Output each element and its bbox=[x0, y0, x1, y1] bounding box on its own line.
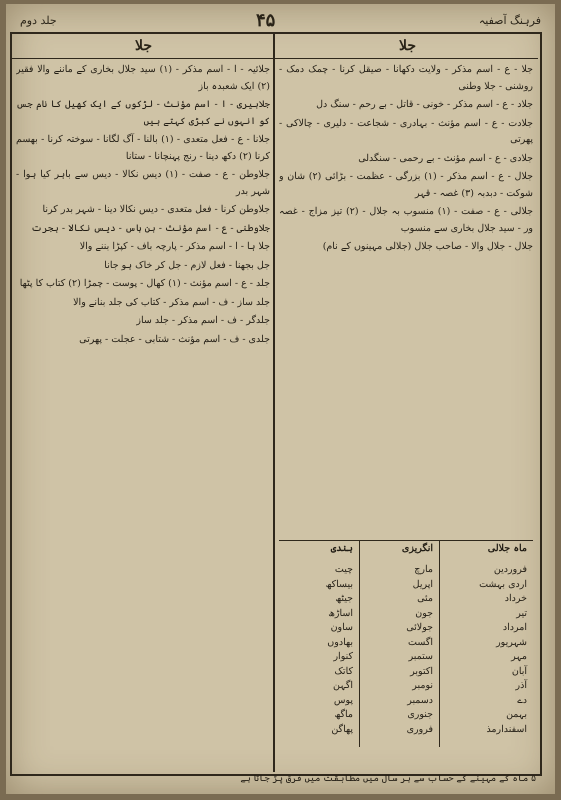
table-header: انگریزی bbox=[401, 543, 433, 554]
month-cell: ستمبر bbox=[408, 651, 433, 662]
table-header: ہندی bbox=[330, 543, 353, 554]
entry: جلدگر - ف - اسم مذکر - جلد ساز bbox=[136, 315, 270, 326]
month-cell: دے bbox=[517, 694, 527, 706]
month-cell: مارچ bbox=[414, 564, 433, 575]
entry: جلاد - ع - اسم مذکر - خونی - قاتل - بے رحم - سنگ دل bbox=[316, 99, 533, 110]
entry: جلائیہ - ا - اسم مذکر - (۱) سید جلال بخاری کے ماننے والا فقیر (۲) ایک شعبدہ باز bbox=[16, 64, 270, 92]
month-cell: جولائی bbox=[406, 622, 433, 633]
month-cell: دسمبر bbox=[407, 694, 433, 706]
month-cell: ماگھ bbox=[334, 709, 353, 720]
month-cell: کنوار bbox=[333, 651, 353, 662]
entry: جلاوطنی - ع - اسم مؤنث - بن باس - دیس نکالا - ہجرت bbox=[31, 222, 270, 234]
table-divider bbox=[359, 541, 360, 747]
entry: جل بجھنا - فعل لازم - جل کر خاک ہو جانا bbox=[104, 259, 270, 271]
entry: جلا - ع - اسم مذکر - ولایت دکھانا - صیقل کرنا - چمک دمک - روشنی - جلا وطنی bbox=[279, 64, 533, 92]
month-cell: خرداد bbox=[504, 593, 527, 604]
entry: جلادی - ع - اسم مؤنث - بے رحمی - سنگدلی bbox=[358, 152, 533, 164]
months-table bbox=[279, 540, 533, 747]
table-header: ماہ جلالی bbox=[487, 543, 527, 554]
month-cell: تیر bbox=[516, 607, 527, 619]
month-cell: شہریور bbox=[496, 636, 527, 648]
month-cell: پوس bbox=[333, 694, 353, 706]
entry: جلالی - ع - صفت - (۱) منسوب بہ جلال - (۲) تیز مزاج - غصہ ور - سید جلال بخاری سے منسوب bbox=[279, 206, 533, 234]
month-cell: بیساکھ bbox=[325, 578, 353, 590]
month-cell: اگہن bbox=[333, 680, 353, 691]
month-cell: پھاگن bbox=[331, 723, 353, 735]
entry: جلال - جلال والا - صاحب جلال (جلالی مہینوں کے نام) bbox=[322, 241, 533, 252]
book-title: فرہنگ آصفیہ bbox=[478, 14, 541, 27]
month-cell: فروردین bbox=[493, 564, 527, 575]
entry: جلاوطن کرنا - فعل متعدی - دیس نکالا دینا - شہر بدر کرنا bbox=[42, 204, 270, 215]
month-cell: اساڑھ bbox=[328, 607, 353, 619]
month-cell: کاتک bbox=[334, 665, 353, 677]
entry: جلاوطن - ع - صفت - (۱) دیس نکالا - دیس سے باہر کیا ہوا - شہر بدر bbox=[16, 169, 270, 197]
right-column-title: جلا bbox=[398, 38, 416, 54]
table-divider bbox=[439, 541, 440, 747]
month-cell: امرداد bbox=[502, 622, 527, 633]
column-divider bbox=[273, 32, 275, 772]
month-cell: اردی بہشت bbox=[479, 578, 527, 590]
month-cell: اگست bbox=[408, 636, 433, 648]
month-cell: جنوری bbox=[407, 709, 433, 720]
english-months bbox=[406, 563, 433, 737]
volume-label: جلد دوم bbox=[20, 14, 57, 27]
page-number: ۴۵ bbox=[256, 10, 276, 31]
entry: جلدی - ف - اسم مؤنث - شتابی - عجلت - پھرتی bbox=[79, 333, 270, 345]
month-cell: بہمن bbox=[506, 709, 527, 720]
left-column-text bbox=[16, 62, 270, 770]
month-cell: بھادوں bbox=[327, 636, 353, 648]
entry: جلا ہا - ا - اسم مذکر - پارچہ باف - کپڑا بننے والا bbox=[79, 241, 270, 252]
page-header bbox=[6, 10, 555, 34]
month-cell: اپریل bbox=[412, 578, 433, 590]
month-cell: جون bbox=[415, 607, 433, 619]
entry: جلادت - ع - اسم مؤنث - بہادری - شجاعت - دلیری - چالاکی - پھرتی bbox=[279, 117, 533, 145]
entry: جلانا - ع - فعل متعدی - (۱) بالنا - آگ لگانا - سوختہ کرنا - بھسم کرنا (۲) دکھ دینا - رنج پہنچانا - ستانا bbox=[16, 134, 270, 162]
hindi-months bbox=[326, 563, 353, 737]
month-cell: اسفندارمذ bbox=[486, 723, 527, 735]
right-column-text bbox=[279, 62, 533, 532]
month-cell: جیٹھ bbox=[335, 593, 353, 604]
month-cell: فروری bbox=[406, 723, 433, 735]
month-cell: مئی bbox=[417, 593, 433, 604]
entry: جلال - ع - اسم مذکر - (۱) بزرگی - عظمت - بڑائی (۲) شان و شوکت - دبدبہ (۳) غصہ - قہر bbox=[279, 171, 533, 199]
left-column-title: جلا bbox=[134, 38, 152, 54]
entry: جلد ساز - ف - اسم مذکر - کتاب کی جلد بنانے والا bbox=[73, 296, 270, 308]
month-cell: آذر bbox=[515, 680, 527, 691]
month-cell: ساون bbox=[330, 622, 353, 633]
title-rule bbox=[12, 58, 538, 59]
page-footnote: ۵ ماہ کے مہینے کے حساب سے ہر سال میں مطابقت میں فرق پڑ جاتا ہے bbox=[240, 774, 536, 784]
month-cell: مہر bbox=[511, 651, 527, 662]
entry: جلابیری - ا - اسم مؤنث - لڑکوں کے ایک کھیل کا نام جس کو انہوں نے کبڑی کہتے ہیں bbox=[16, 99, 270, 127]
entry: جلد - ع - اسم مؤنث - (۱) کھال - پوست - چمڑا (۲) کتاب کا پٹھا bbox=[19, 278, 270, 289]
month-cell: آبان bbox=[511, 665, 527, 677]
month-cell: اکتوبر bbox=[410, 665, 433, 677]
month-cell: چیت bbox=[334, 564, 353, 575]
jalali-months bbox=[479, 563, 527, 737]
month-cell: نومبر bbox=[412, 680, 433, 691]
